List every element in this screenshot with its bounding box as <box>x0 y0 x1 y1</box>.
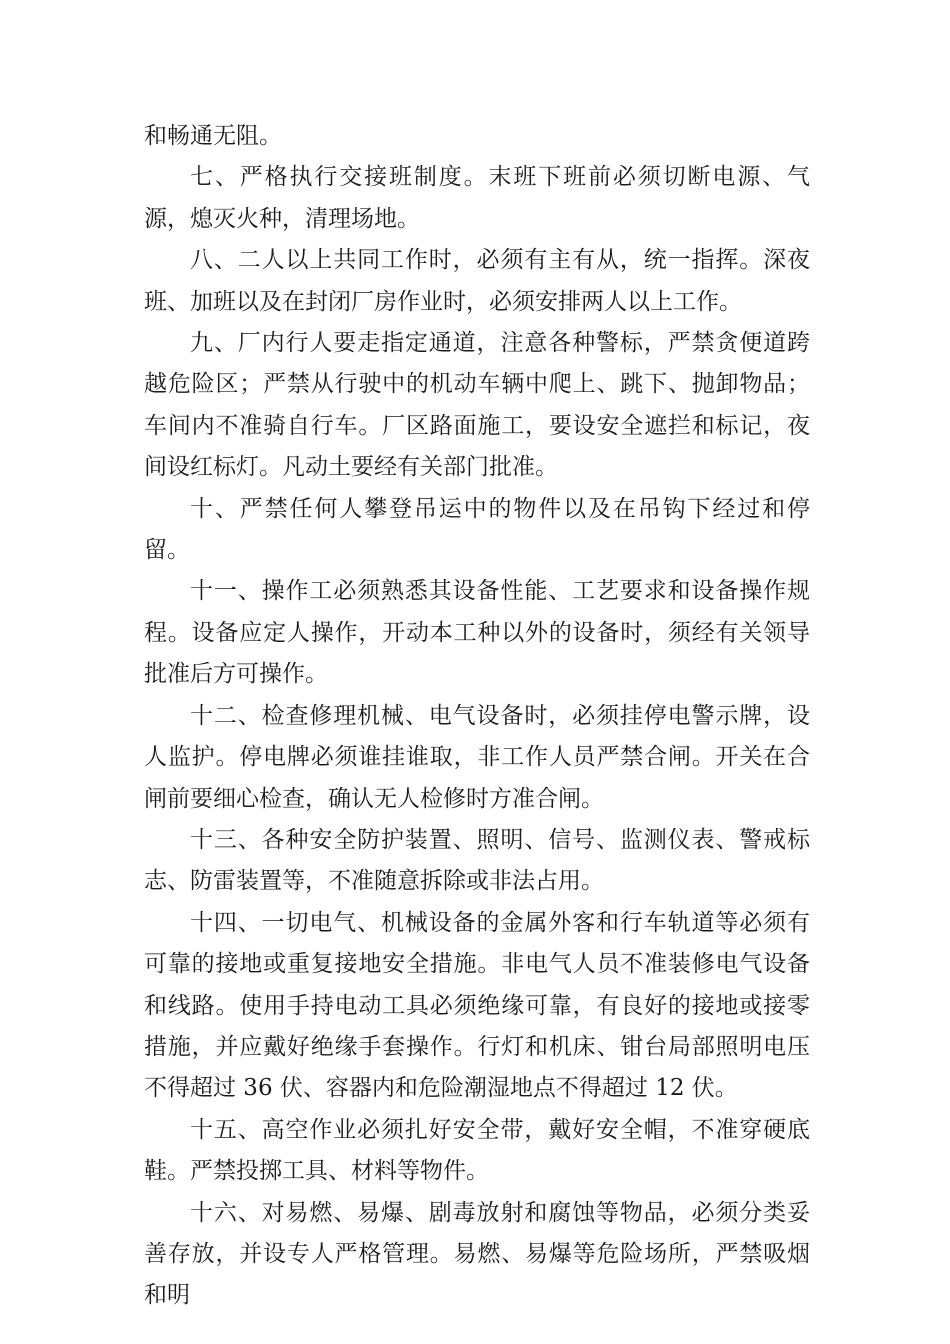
paragraph-item-8: 八、二人以上共同工作时，必须有主有从，统一指挥。深夜班、加班以及在封闭厂房作业时，必须安排两人以上工作。 <box>144 247 810 315</box>
paragraph-item-14: 十四、一切电气、机械设备的金属外客和行车轨道等必须有可靠的接地或重复接地安全措施。非电气人员不准装修电气设备和线路。使用手持电动工具必须绝缘可靠，有良好的接地或接零措施，并应戴好绝缘手套操作。行灯和机床、钳台局部照明电压不得超过 36 伏、容器内和危险潮湿地点不得超过 12 伏。 <box>144 909 810 1102</box>
paragraph-item-16: 十六、对易燃、易爆、剧毒放射和腐蚀等物品，必须分类妥善存放，并设专人严格管理。易燃、易爆等危险场所，严禁吸烟和明 <box>144 1199 810 1309</box>
paragraph-continuation: 和畅通无阻。 <box>144 123 282 149</box>
paragraph-item-15: 十五、高空作业必须扎好安全带，戴好安全帽，不准穿硬底鞋。严禁投掷工具、材料等物件。 <box>144 1116 810 1185</box>
paragraph-item-13: 十三、各种安全防护装置、照明、信号、监测仪表、警戒标志、防雷装置等，不准随意拆除或非法占用。 <box>144 826 810 895</box>
paragraph-item-9: 九、厂内行人要走指定通道，注意各种警标，严禁贪便道跨越危险区；严禁从行驶中的机动车辆中爬上、跳下、抛卸物品；车间内不准骑自行车。厂区路面施工，要设安全遮拦和标记，夜间设红标灯。凡动土要经有关部门批准。 <box>144 330 810 481</box>
paragraph-item-7: 七、严格执行交接班制度。末班下班前必须切断电源、气源，熄灭火种，清理场地。 <box>144 164 810 232</box>
document-body <box>144 116 810 1317</box>
paragraph-item-12: 十二、检查修理机械、电气设备时，必须挂停电警示牌，设人监护。停电牌必须谁挂谁取，非工作人员严禁合闸。开关在合闸前要细心检查，确认无人检修时方准合闸。 <box>144 702 810 812</box>
paragraph-item-11: 十一、操作工必须熟悉其设备性能、工艺要求和设备操作规程。设备应定人操作，开动本工种以外的设备时，须经有关领导批准后方可操作。 <box>144 578 810 688</box>
paragraph-item-10: 十、严禁任何人攀登吊运中的物件以及在吊钩下经过和停留。 <box>144 495 810 564</box>
